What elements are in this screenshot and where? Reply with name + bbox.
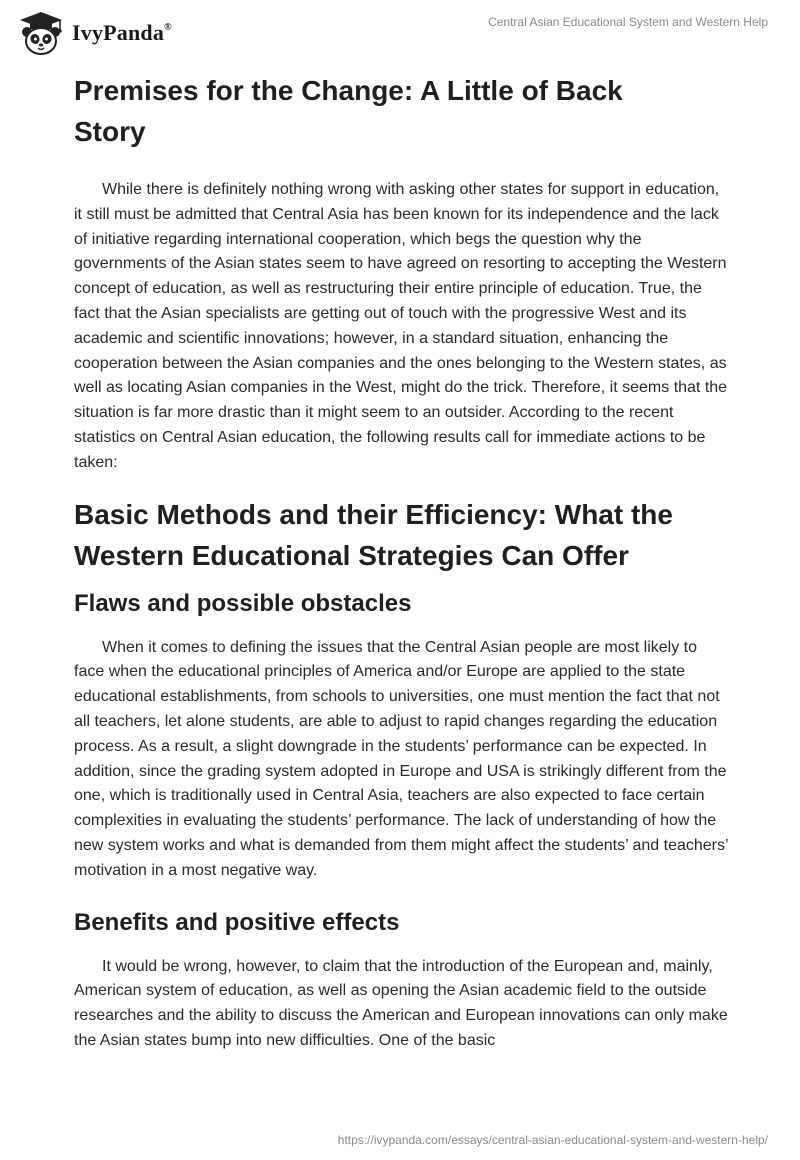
brand-logo-link[interactable]: [16, 10, 172, 56]
page-header: [0, 0, 800, 60]
heading-premises: [74, 70, 728, 152]
heading-benefits: Benefits and positive effects: [74, 908, 400, 936]
paragraph-benefits: It would be wrong, however, to claim that the introduction of the European and, mainly, American system of education, as well as opening the Asian academic field to the outside researches and the ability to discuss the American and European innovations can only make the Asian states bump into new difficulties. One of the basic: [74, 957, 728, 1049]
brand-name: IvyPanda®: [72, 20, 172, 45]
registered-mark: ®: [164, 22, 172, 33]
heading-premises-line2: Story: [74, 116, 146, 147]
panda-graduate-icon: [16, 10, 66, 56]
article-content: [74, 70, 728, 1054]
heading-flaws: Flaws and possible obstacles: [74, 589, 412, 617]
heading-methods: [74, 494, 728, 576]
heading-premises-line1: Premises for the Change: A Little of Back: [74, 75, 623, 106]
paragraph-premises: While there is definitely nothing wrong with asking other states for support in education, it still must be admitted that Central Asia has been known for its independence and the lack of initiative regarding international cooperation, which begs the question why the governments of the Asian states seem to have agreed on resorting to accepting the Western concept of education, as well as restructuring their entire principle of education. True, the fact that the Asian specialists are getting out of touch with the progressive West and its academic and scientific innovations; however, in a standard situation, enhancing the cooperation between the Asian companies and the ones belonging to the Western states, as well as locating Asian companies in the West, might do the trick. Therefore, it seems that the situation is far more drastic than it might seem to an outsider. According to the recent statistics on Central Asian education, the following results call for immediate actions to be taken:: [74, 181, 728, 471]
document-title: Central Asian Educational System and Western Help: [488, 15, 768, 29]
paragraph-flaws: When it comes to defining the issues that the Central Asian people are most likely to face when the educational principles of America and/or Europe are applied to the state educational establishments, from schools to universities, one must mention the fact that not all teachers, let alone students, are able to adjust to rapid changes regarding the education process. As a result, a slight downgrade in the students’ performance can be expected. In addition, since the grading system adopted in Europe and USA is strikingly different from the one, which is traditionally used in Central Asia, teachers are also expected to face certain complexities in evaluating the students’ performance. The lack of understanding of how the new system works and what is demanded from them might affect the students’ and teachers’ motivation in a most negative way.: [74, 638, 728, 879]
heading-methods-line2: Western Educational Strategies Can Offer: [74, 539, 629, 571]
heading-methods-line1: Basic Methods and their Efficiency: What the: [74, 498, 673, 530]
source-url[interactable]: https://ivypanda.com/essays/central-asian-educational-system-and-western-help/: [337, 1133, 768, 1147]
